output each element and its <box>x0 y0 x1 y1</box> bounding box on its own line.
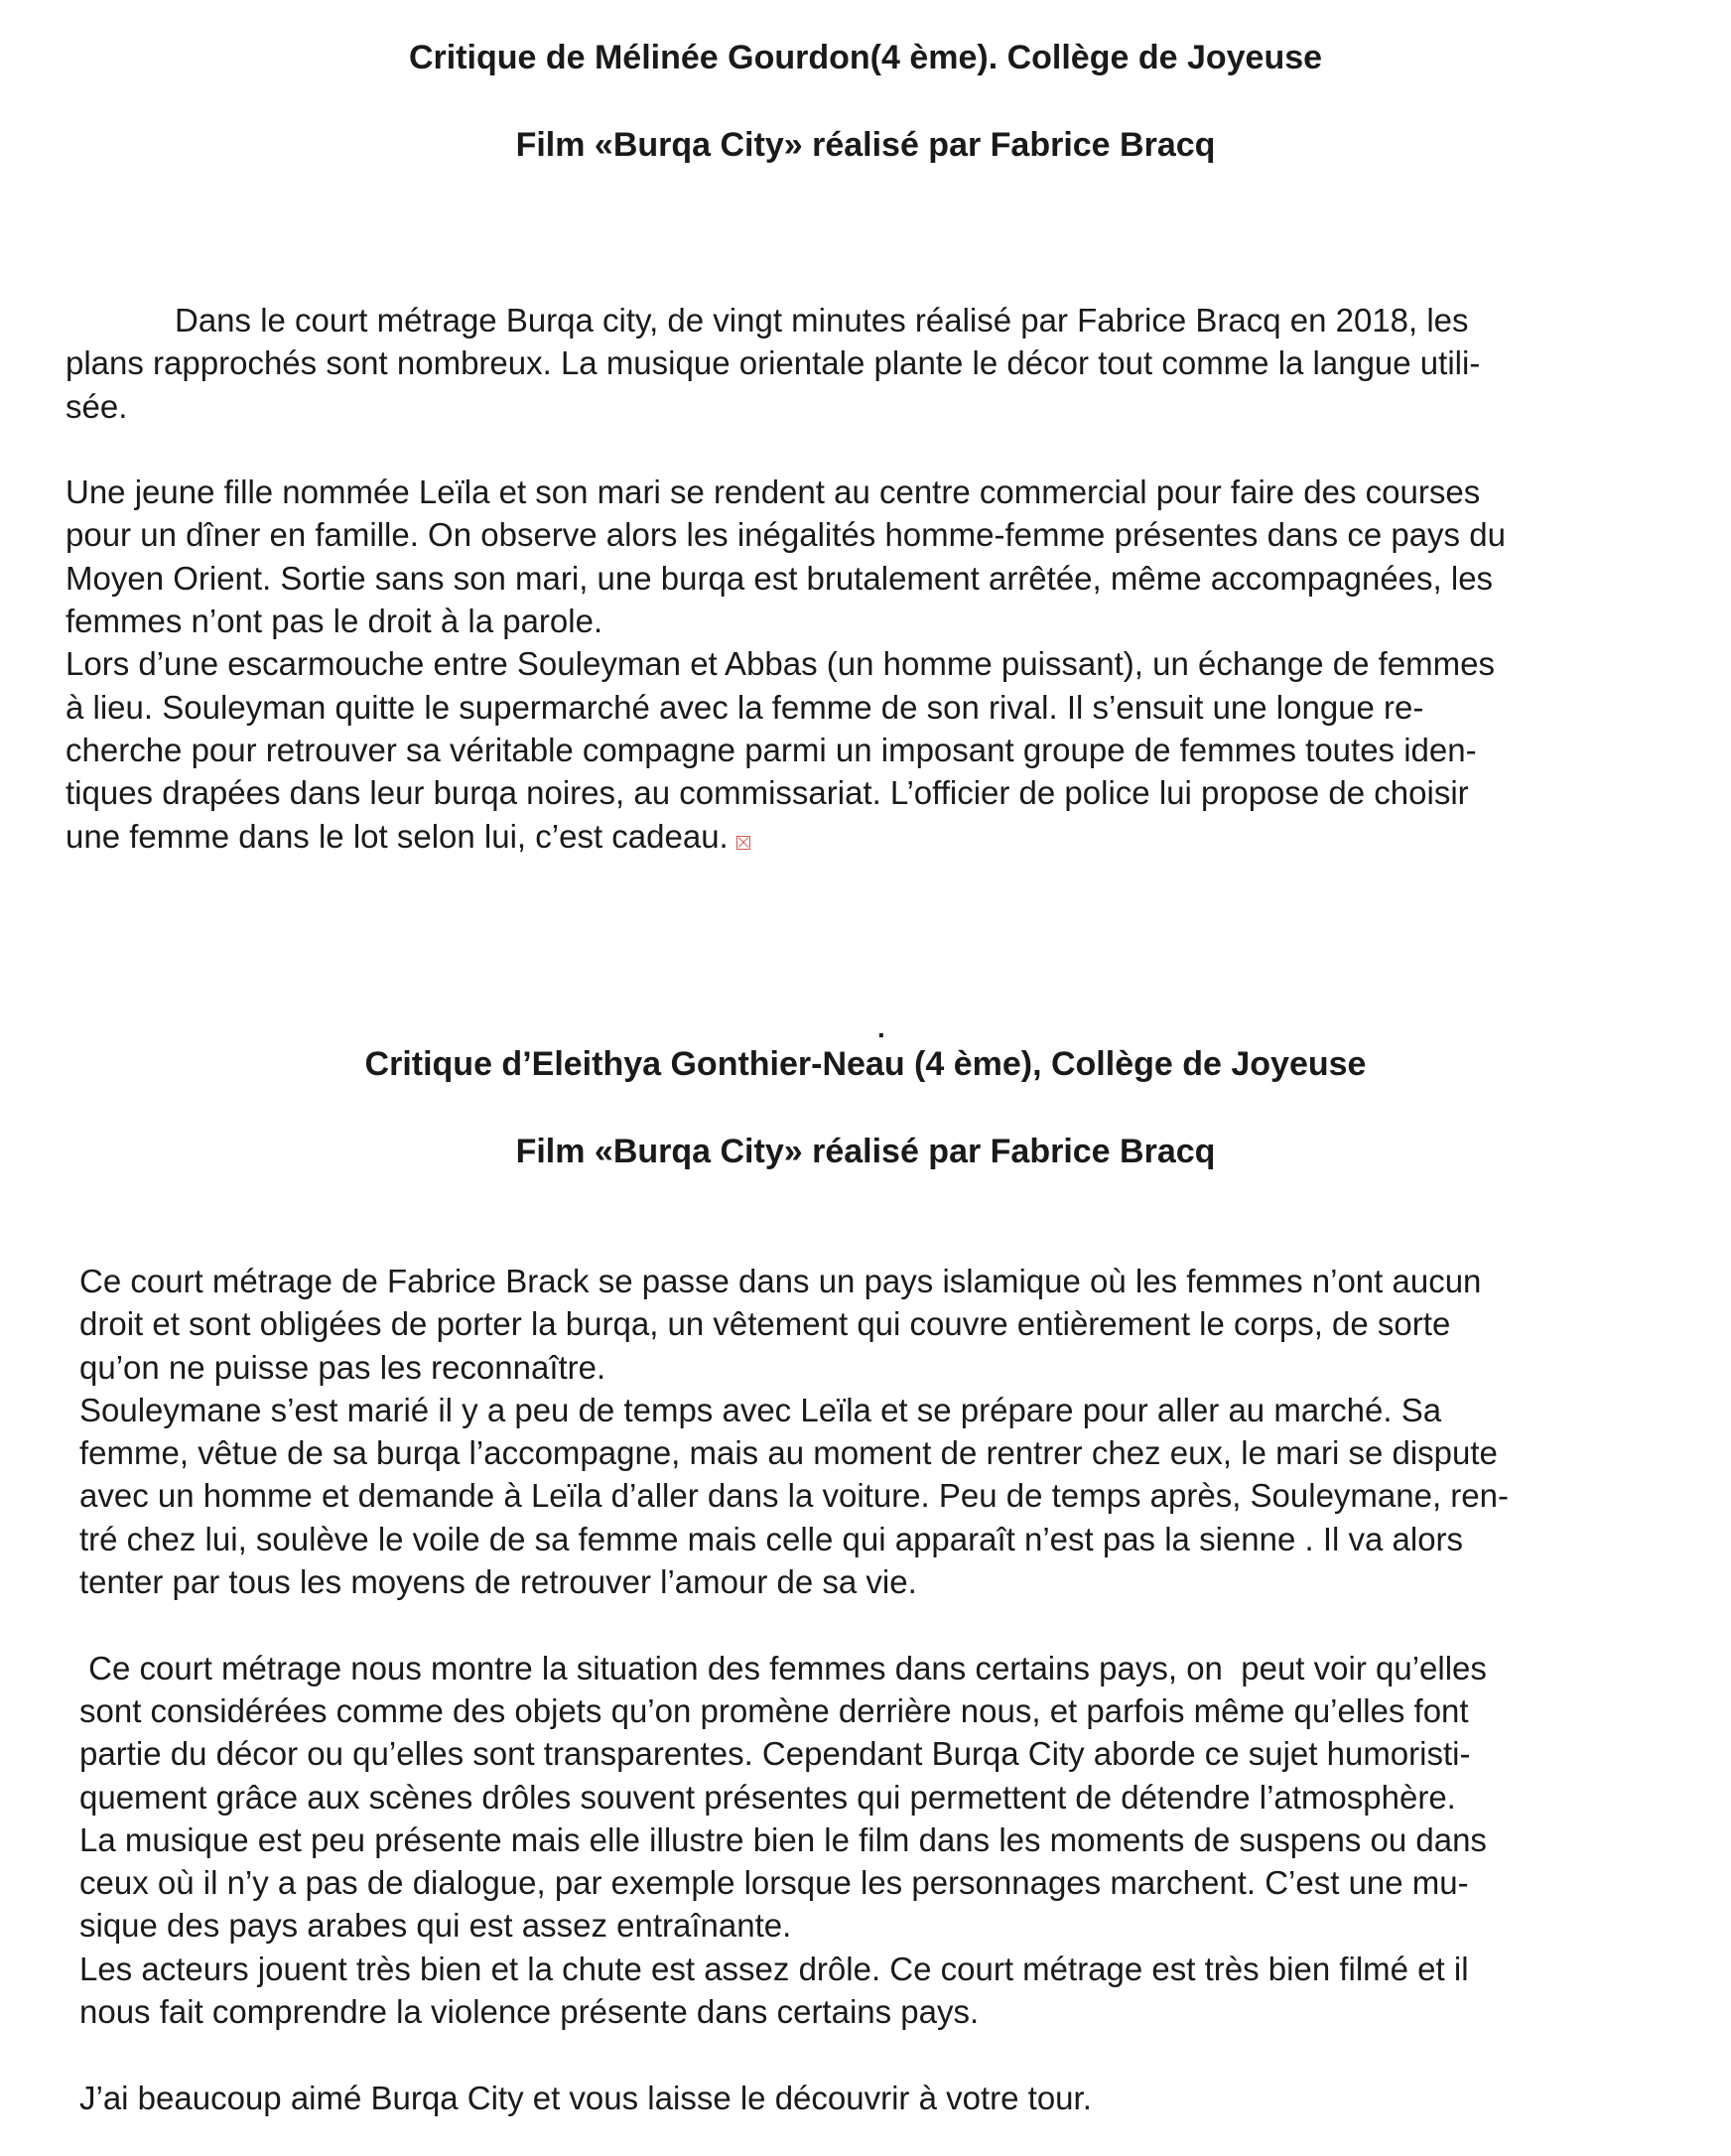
paragraph-line: La musique est peu présente mais elle illustre bien le film dans les moments de suspens ou dans <box>79 1820 1487 1858</box>
paragraph-line: cherche pour retrouver sa véritable compagne parmi un imposant groupe de femmes toutes iden- <box>66 731 1477 768</box>
critique1-body <box>66 299 1506 858</box>
critique1-title: Critique de Mélinée Gourdon(4 ème). Collège de Joyeuse <box>408 39 1323 76</box>
critique2-title: Critique d’Eleithya Gonthier-Neau (4 ème), Collège de Joyeuse <box>364 1045 1367 1083</box>
paragraph-line: ceux où il n’y a pas de dialogue, par exemple lorsque les personnages marchent. C’est une mu- <box>79 1864 1469 1902</box>
critique1-subtitle: Film «Burqa City» réalisé par Fabrice Bracq <box>515 126 1216 164</box>
blank-line <box>79 2033 1509 2076</box>
paragraph-line: Une jeune fille nommée Leïla et son mari se rendent au centre commercial pour faire des courses <box>66 473 1481 511</box>
critique2-body <box>79 1260 1509 2119</box>
paragraph-line: avec un homme et demande à Leïla d’aller dans la voiture. Peu de temps après, Souleymane, ren- <box>79 1477 1509 1515</box>
paragraph-line: Lors d’une escarmouche entre Souleyman et Abbas (un homme puissant), un échange de femmes <box>66 645 1495 683</box>
paragraph-line: femmes n’ont pas le droit à la parole. <box>66 603 603 640</box>
blank-line <box>79 1603 1509 1646</box>
paragraph-line: Les acteurs jouent très bien et la chute est assez drôle. Ce court métrage est très bien filmé et il <box>79 1950 1469 1987</box>
paragraph-line: nous fait comprendre la violence présente dans certains pays. <box>79 1993 980 2031</box>
paragraph-line: qu’on ne puisse pas les reconnaître. <box>79 1348 606 1386</box>
paragraph-line: Moyen Orient. Sortie sans son mari, une burqa est brutalement arrêtée, même accompagnées, les <box>66 559 1494 597</box>
paragraph-line: Dans le court métrage Burqa city, de vingt minutes réalisé par Fabrice Bracq en 2018, les <box>175 302 1469 338</box>
paragraph-line: tré chez lui, soulève le voile de sa femme mais celle qui apparaît n’est pas la sienne . Il va alors <box>79 1520 1464 1557</box>
critique2-subtitle: Film «Burqa City» réalisé par Fabrice Bracq <box>515 1133 1216 1170</box>
paragraph-line: tiques drapées dans leur burqa noires, au commissariat. L’officier de police lui propose de choisir <box>66 774 1469 812</box>
paragraph-line: quement grâce aux scènes drôles souvent présentes qui permettent de détendre l’atmosphère. <box>79 1778 1456 1816</box>
paragraph-line-text: une femme dans le lot selon lui, c’est cadeau. <box>66 817 729 855</box>
paragraph-line: plans rapprochés sont nombreux. La musique orientale plante le décor tout comme la langue utili- <box>66 344 1481 382</box>
paragraph-line: sont considérées comme des objets qu’on promène derrière nous, et parfois même qu’elles font <box>79 1691 1469 1729</box>
separator-dot: . <box>877 1012 885 1043</box>
paragraph-line: sique des pays arabes qui est assez entraînante. <box>79 1907 792 1945</box>
blank-line <box>66 428 1506 471</box>
last-paragraph-line <box>66 815 1506 858</box>
paragraph-line: à lieu. Souleyman quitte le supermarché avec la femme de son rival. Il s’ensuit une longue re- <box>66 688 1424 726</box>
paragraph-line: Souleymane s’est marié il y a peu de temps avec Leïla et se prépare pour aller au marché. Sa <box>79 1391 1442 1428</box>
paragraph-line: pour un dîner en famille. On observe alors les inégalités homme-femme présentes dans ce pays du <box>66 516 1506 554</box>
paragraph-line: tenter par tous les moyens de retrouver l’amour de sa vie. <box>79 1563 917 1601</box>
paragraph-line: femme, vêtue de sa burqa l’accompagne, mais au moment de rentrer chez eux, le mari se dispute <box>79 1434 1498 1472</box>
paragraph-line: droit et sont obligées de porter la burqa, un vêtement qui couvre entièrement le corps, de sorte <box>79 1305 1451 1343</box>
paragraph-line: Ce court métrage nous montre la situation des femmes dans certains pays, on peut voir qu’elles <box>79 1649 1487 1686</box>
paragraph-line: sée. <box>66 387 128 425</box>
broken-image-icon <box>736 836 750 850</box>
paragraph-line: partie du décor ou qu’elles sont transparentes. Cependant Burqa City aborde ce sujet humoristi- <box>79 1735 1471 1773</box>
paragraph-line: J’ai beaucoup aimé Burqa City et vous laisse le découvrir à votre tour. <box>79 2079 1092 2116</box>
paragraph-line: Ce court métrage de Fabrice Brack se passe dans un pays islamique où les femmes n’ont aucun <box>79 1263 1482 1299</box>
